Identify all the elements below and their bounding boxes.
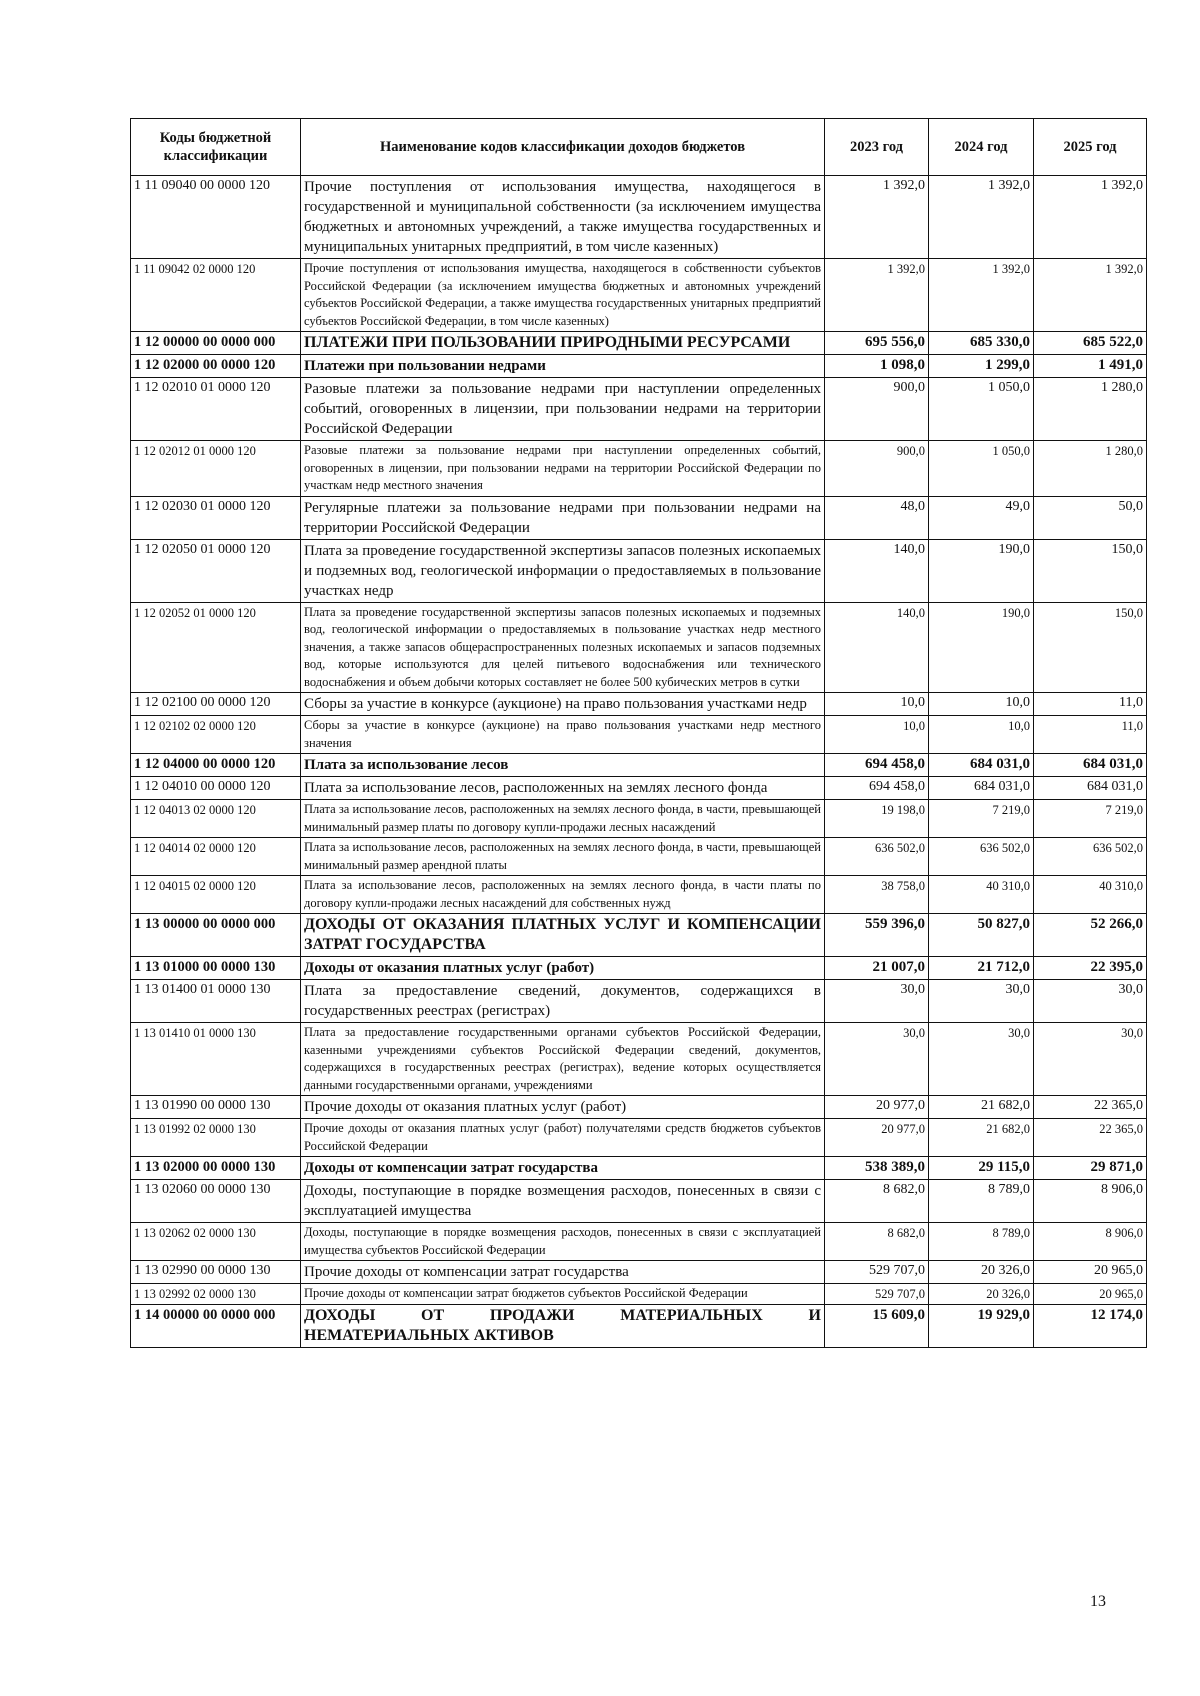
row-value-2023: 694 458,0	[825, 754, 929, 777]
row-value-2025: 1 280,0	[1034, 441, 1147, 497]
row-value-2025: 1 280,0	[1034, 378, 1147, 441]
row-value-2023: 694 458,0	[825, 777, 929, 800]
row-code: 1 11 09042 02 0000 120	[131, 259, 301, 332]
table-row	[131, 754, 1147, 777]
table-row	[131, 378, 1147, 441]
row-code: 1 12 00000 00 0000 000	[131, 332, 301, 355]
row-value-2024: 20 326,0	[929, 1261, 1034, 1284]
row-value-2024: 190,0	[929, 539, 1034, 602]
table-row	[131, 259, 1147, 332]
row-value-2024: 19 929,0	[929, 1305, 1034, 1348]
table-row	[131, 1223, 1147, 1261]
row-value-2025: 20 965,0	[1034, 1261, 1147, 1284]
row-name: Доходы от компенсации затрат государства	[301, 1157, 825, 1180]
row-code: 1 13 02062 02 0000 130	[131, 1223, 301, 1261]
row-code: 1 13 01410 01 0000 130	[131, 1023, 301, 1096]
row-value-2023: 8 682,0	[825, 1180, 929, 1223]
row-code: 1 14 00000 00 0000 000	[131, 1305, 301, 1348]
row-code: 1 12 02012 01 0000 120	[131, 441, 301, 497]
row-code: 1 13 00000 00 0000 000	[131, 914, 301, 957]
row-value-2023: 140,0	[825, 539, 929, 602]
row-value-2023: 636 502,0	[825, 838, 929, 876]
row-code: 1 12 02102 02 0000 120	[131, 716, 301, 754]
row-name: ДОХОДЫ ОТ ОКАЗАНИЯ ПЛАТНЫХ УСЛУГ И КОМПЕНСАЦИИ ЗАТРАТ ГОСУДАРСТВА	[301, 914, 825, 957]
row-value-2024: 8 789,0	[929, 1223, 1034, 1261]
row-code: 1 12 02010 01 0000 120	[131, 378, 301, 441]
row-code: 1 12 04000 00 0000 120	[131, 754, 301, 777]
row-value-2024: 10,0	[929, 693, 1034, 716]
row-value-2025: 20 965,0	[1034, 1284, 1147, 1305]
table-row	[131, 441, 1147, 497]
table-row	[131, 1023, 1147, 1096]
page-number: 13	[1090, 1593, 1106, 1610]
row-value-2025: 1 392,0	[1034, 176, 1147, 259]
row-name: ПЛАТЕЖИ ПРИ ПОЛЬЗОВАНИИ ПРИРОДНЫМИ РЕСУРСАМИ	[301, 332, 825, 355]
header-2025: 2025 год	[1034, 119, 1147, 176]
table-row	[131, 914, 1147, 957]
row-value-2024: 684 031,0	[929, 754, 1034, 777]
row-value-2025: 1 392,0	[1034, 259, 1147, 332]
row-value-2025: 150,0	[1034, 539, 1147, 602]
row-value-2024: 685 330,0	[929, 332, 1034, 355]
row-code: 1 13 01400 01 0000 130	[131, 980, 301, 1023]
row-value-2023: 140,0	[825, 602, 929, 693]
row-value-2024: 21 682,0	[929, 1119, 1034, 1157]
row-value-2025: 30,0	[1034, 1023, 1147, 1096]
table-row	[131, 539, 1147, 602]
row-value-2023: 529 707,0	[825, 1284, 929, 1305]
row-name: Прочие доходы от оказания платных услуг (работ)	[301, 1096, 825, 1119]
table-row	[131, 957, 1147, 980]
row-name: Плата за использование лесов, расположенных на землях лесного фонда	[301, 777, 825, 800]
row-name: Плата за предоставление сведений, документов, содержащихся в государственных реестрах (регистрах)	[301, 980, 825, 1023]
budget-revenue-table	[130, 118, 1147, 1348]
row-value-2024: 30,0	[929, 1023, 1034, 1096]
row-code: 1 12 04015 02 0000 120	[131, 876, 301, 914]
row-value-2025: 8 906,0	[1034, 1223, 1147, 1261]
row-value-2023: 900,0	[825, 378, 929, 441]
row-value-2023: 10,0	[825, 693, 929, 716]
row-name: Доходы, поступающие в порядке возмещения расходов, понесенных в связи с эксплуатацией имущества субъектов Российской Федерации	[301, 1223, 825, 1261]
row-name: Плата за использование лесов, расположенных на землях лесного фонда, в части платы по договору купли-продажи лесных насаждений для собственных нужд	[301, 876, 825, 914]
row-value-2023: 30,0	[825, 1023, 929, 1096]
row-name: Прочие доходы от компенсации затрат государства	[301, 1261, 825, 1284]
row-name: Плата за предоставление государственными органами субъектов Российской Федерации, казенными учреждениями субъектов Российской Федерации сведений, документов, содержащихся в государственных реестрах (регистрах), ведение которых осуществляется данными государственными органами, учреждениями	[301, 1023, 825, 1096]
row-value-2024: 1 050,0	[929, 378, 1034, 441]
table-row	[131, 355, 1147, 378]
table-row	[131, 1157, 1147, 1180]
row-name: Сборы за участие в конкурсе (аукционе) на право пользования участками недр местного значения	[301, 716, 825, 754]
row-value-2025: 40 310,0	[1034, 876, 1147, 914]
row-name: Плата за использование лесов	[301, 754, 825, 777]
row-value-2025: 7 219,0	[1034, 800, 1147, 838]
table-row	[131, 838, 1147, 876]
table-row	[131, 1096, 1147, 1119]
row-name: Плата за использование лесов, расположенных на землях лесного фонда, в части, превышающей минимальный размер платы по договору купли-продажи лесных насаждений	[301, 800, 825, 838]
row-value-2023: 1 392,0	[825, 176, 929, 259]
row-value-2023: 30,0	[825, 980, 929, 1023]
row-value-2025: 22 365,0	[1034, 1096, 1147, 1119]
row-name: Прочие поступления от использования имущества, находящегося в государственной и муниципальной собственности (за исключением имущества бюджетных и автономных учреждений, а также имущества государственных и муниципальных унитарных предприятий, в том числе казенных)	[301, 176, 825, 259]
row-value-2023: 559 396,0	[825, 914, 929, 957]
row-value-2025: 685 522,0	[1034, 332, 1147, 355]
table-row	[131, 1305, 1147, 1348]
row-value-2025: 29 871,0	[1034, 1157, 1147, 1180]
table-row	[131, 980, 1147, 1023]
row-value-2025: 1 491,0	[1034, 355, 1147, 378]
row-code: 1 12 02100 00 0000 120	[131, 693, 301, 716]
table-row	[131, 800, 1147, 838]
table-row	[131, 602, 1147, 693]
row-code: 1 12 04013 02 0000 120	[131, 800, 301, 838]
row-code: 1 12 02052 01 0000 120	[131, 602, 301, 693]
table-row	[131, 1284, 1147, 1305]
row-value-2025: 11,0	[1034, 716, 1147, 754]
table-row	[131, 1119, 1147, 1157]
row-code: 1 12 02050 01 0000 120	[131, 539, 301, 602]
row-value-2025: 50,0	[1034, 496, 1147, 539]
row-name: Прочие доходы от оказания платных услуг (работ) получателями средств бюджетов субъектов Российской Федерации	[301, 1119, 825, 1157]
row-value-2024: 1 392,0	[929, 259, 1034, 332]
row-value-2024: 1 392,0	[929, 176, 1034, 259]
row-value-2023: 8 682,0	[825, 1223, 929, 1261]
row-value-2024: 7 219,0	[929, 800, 1034, 838]
row-code: 1 13 01000 00 0000 130	[131, 957, 301, 980]
table-row	[131, 332, 1147, 355]
row-code: 1 12 02030 01 0000 120	[131, 496, 301, 539]
row-name: Плата за проведение государственной экспертизы запасов полезных ископаемых и подземных вод, геологической информации о предоставляемых в пользование участках недр местного значения, а также запасов общераспространенных полезных ископаемых и запасов подземных вод, которые используются для целей питьевого водоснабжения или технического водоснабжения и объем добычи которых составляет не более 500 кубических метров в сутки	[301, 602, 825, 693]
row-value-2023: 538 389,0	[825, 1157, 929, 1180]
row-value-2024: 1 299,0	[929, 355, 1034, 378]
row-value-2023: 19 198,0	[825, 800, 929, 838]
row-value-2023: 529 707,0	[825, 1261, 929, 1284]
row-value-2024: 190,0	[929, 602, 1034, 693]
row-code: 1 13 01990 00 0000 130	[131, 1096, 301, 1119]
row-value-2025: 52 266,0	[1034, 914, 1147, 957]
table-row	[131, 496, 1147, 539]
row-name: Плата за использование лесов, расположенных на землях лесного фонда, в части, превышающей минимальный размер арендной платы	[301, 838, 825, 876]
table-row	[131, 716, 1147, 754]
header-2024: 2024 год	[929, 119, 1034, 176]
row-name: Доходы, поступающие в порядке возмещения расходов, понесенных в связи с эксплуатацией имущества	[301, 1180, 825, 1223]
row-code: 1 13 02000 00 0000 130	[131, 1157, 301, 1180]
row-value-2024: 8 789,0	[929, 1180, 1034, 1223]
row-value-2024: 29 115,0	[929, 1157, 1034, 1180]
row-name: Платежи при пользовании недрами	[301, 355, 825, 378]
row-value-2023: 1 392,0	[825, 259, 929, 332]
row-value-2024: 21 712,0	[929, 957, 1034, 980]
row-value-2025: 30,0	[1034, 980, 1147, 1023]
row-value-2023: 48,0	[825, 496, 929, 539]
row-value-2025: 684 031,0	[1034, 754, 1147, 777]
table-row	[131, 1261, 1147, 1284]
header-2023: 2023 год	[825, 119, 929, 176]
row-value-2025: 8 906,0	[1034, 1180, 1147, 1223]
row-value-2023: 15 609,0	[825, 1305, 929, 1348]
row-value-2024: 20 326,0	[929, 1284, 1034, 1305]
row-name: Сборы за участие в конкурсе (аукционе) на право пользования участками недр	[301, 693, 825, 716]
row-name: Плата за проведение государственной экспертизы запасов полезных ископаемых и подземных вод, геологической информации о предоставляемых в пользование участках недр	[301, 539, 825, 602]
row-value-2023: 20 977,0	[825, 1119, 929, 1157]
table-row	[131, 1180, 1147, 1223]
header-code: Коды бюджетной классификации	[131, 119, 301, 176]
row-code: 1 12 04010 00 0000 120	[131, 777, 301, 800]
row-value-2023: 695 556,0	[825, 332, 929, 355]
row-value-2023: 10,0	[825, 716, 929, 754]
row-name: Разовые платежи за пользование недрами при наступлении определенных событий, оговоренных в лицензии, при пользовании недрами на территории Российской Федерации	[301, 378, 825, 441]
row-value-2023: 900,0	[825, 441, 929, 497]
row-value-2025: 684 031,0	[1034, 777, 1147, 800]
row-value-2025: 636 502,0	[1034, 838, 1147, 876]
row-code: 1 13 02060 00 0000 130	[131, 1180, 301, 1223]
row-code: 1 13 01992 02 0000 130	[131, 1119, 301, 1157]
row-name: Разовые платежи за пользование недрами при наступлении определенных событий, оговоренных в лицензии, при пользовании недрами на территории Российской Федерации по участкам недр местного значения	[301, 441, 825, 497]
row-value-2024: 49,0	[929, 496, 1034, 539]
row-value-2025: 22 395,0	[1034, 957, 1147, 980]
row-value-2023: 20 977,0	[825, 1096, 929, 1119]
table-header-row	[131, 119, 1147, 176]
table-row	[131, 777, 1147, 800]
row-value-2025: 11,0	[1034, 693, 1147, 716]
row-code: 1 12 04014 02 0000 120	[131, 838, 301, 876]
row-value-2024: 684 031,0	[929, 777, 1034, 800]
row-value-2025: 12 174,0	[1034, 1305, 1147, 1348]
row-value-2023: 1 098,0	[825, 355, 929, 378]
table-row	[131, 693, 1147, 716]
row-value-2024: 40 310,0	[929, 876, 1034, 914]
row-code: 1 11 09040 00 0000 120	[131, 176, 301, 259]
row-name: Прочие доходы от компенсации затрат бюджетов субъектов Российской Федерации	[301, 1284, 825, 1305]
table-row	[131, 176, 1147, 259]
row-name: Прочие поступления от использования имущества, находящегося в собственности субъектов Российской Федерации (за исключением имущества бюджетных и автономных учреждений субъектов Российской Федерации, а также имущества государственных унитарных предприятий субъектов Российской Федерации, в том числе казенных)	[301, 259, 825, 332]
row-value-2023: 21 007,0	[825, 957, 929, 980]
row-value-2024: 50 827,0	[929, 914, 1034, 957]
row-value-2023: 38 758,0	[825, 876, 929, 914]
table-row	[131, 876, 1147, 914]
row-value-2025: 22 365,0	[1034, 1119, 1147, 1157]
row-value-2025: 150,0	[1034, 602, 1147, 693]
row-name: Доходы от оказания платных услуг (работ)	[301, 957, 825, 980]
row-value-2024: 636 502,0	[929, 838, 1034, 876]
row-code: 1 13 02992 02 0000 130	[131, 1284, 301, 1305]
row-name: ДОХОДЫ ОТ ПРОДАЖИ МАТЕРИАЛЬНЫХ И НЕМАТЕРИАЛЬНЫХ АКТИВОВ	[301, 1305, 825, 1348]
row-value-2024: 10,0	[929, 716, 1034, 754]
row-name: Регулярные платежи за пользование недрами при пользовании недрами на территории Российской Федерации	[301, 496, 825, 539]
row-value-2024: 21 682,0	[929, 1096, 1034, 1119]
row-value-2024: 30,0	[929, 980, 1034, 1023]
header-name: Наименование кодов классификации доходов бюджетов	[301, 119, 825, 176]
row-value-2024: 1 050,0	[929, 441, 1034, 497]
row-code: 1 12 02000 00 0000 120	[131, 355, 301, 378]
row-code: 1 13 02990 00 0000 130	[131, 1261, 301, 1284]
